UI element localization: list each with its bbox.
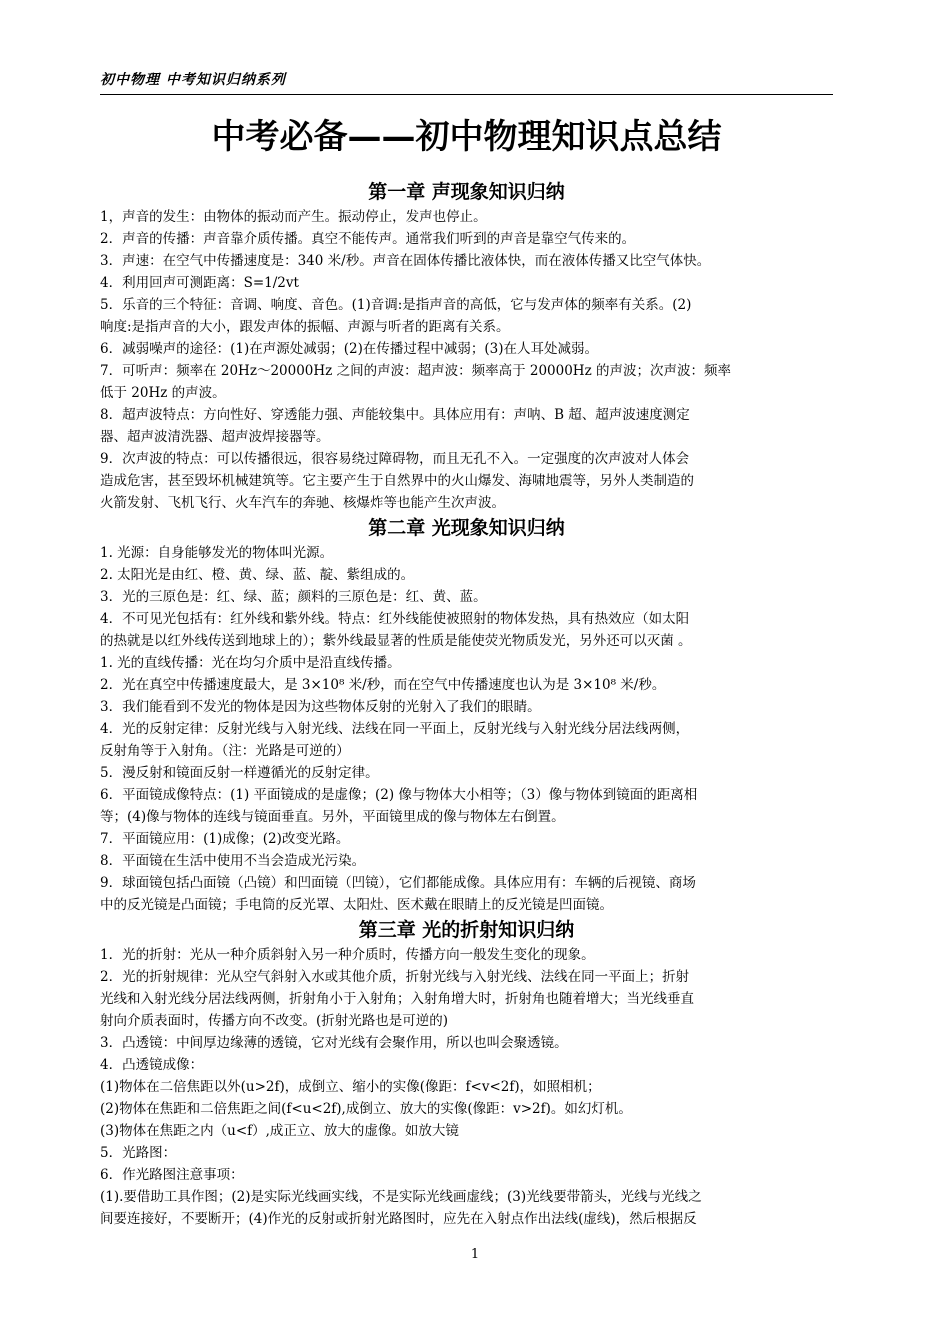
text-line: 2．光在真空中传播速度最大，是 3×10⁸ 米/秒，而在空气中传播速度也认为是 3×10⁸ 米/秒。 bbox=[100, 677, 666, 693]
text-line: 等；(4)像与物体的连线与镜面垂直。另外，平面镜里成的像与物体左右倒置。 bbox=[100, 809, 565, 825]
text-line: 2. 太阳光是由红、橙、黄、绿、蓝、靛、紫组成的。 bbox=[100, 567, 415, 583]
text-line: 火箭发射、飞机飞行、火车汽车的奔驰、核爆炸等也能产生次声波。 bbox=[100, 495, 505, 511]
text-line: 反射角等于入射角。（注：光路是可逆的） bbox=[100, 743, 350, 759]
text-line: 6．减弱噪声的途径：(1)在声源处减弱；(2)在传播过程中减弱；(3)在人耳处减弱。 bbox=[100, 341, 598, 357]
text-line: (3)物体在焦距之内（u<f）,成正立、放大的虚像。如放大镜 bbox=[100, 1123, 459, 1139]
chapter-2-title: 第二章 光现象知识归纳 bbox=[368, 517, 565, 539]
text-line: (1)物体在二倍焦距以外(u>2f)，成倒立、缩小的实像(像距：f<v<2f)，如照相机； bbox=[100, 1079, 601, 1095]
text-line: 3．我们能看到不发光的物体是因为这些物体反射的光射入了我们的眼睛。 bbox=[100, 699, 541, 715]
text-line: (1).要借助工具作图；(2)是实际光线画实线，不是实际光线画虚线；(3)光线要带箭头，光线与光线之 bbox=[100, 1189, 702, 1205]
text-line: 1. 光源：自身能够发光的物体叫光源。 bbox=[100, 545, 334, 561]
text-line: 射向介质表面时，传播方向不改变。(折射光路也是可逆的) bbox=[100, 1013, 449, 1029]
text-line: 9．球面镜包括凸面镜（凸镜）和凹面镜（凹镜），它们都能成像。具体应用有：车辆的后视镜、商场 bbox=[100, 875, 696, 891]
text-line: 中的反光镜是凸面镜；手电筒的反光罩、太阳灶、医术戴在眼睛上的反光镜是凹面镜。 bbox=[100, 897, 613, 913]
chapter-1-title: 第一章 声现象知识归纳 bbox=[368, 181, 565, 203]
text-line: 低于 20Hz 的声波。 bbox=[100, 385, 226, 401]
text-line: 器、超声波清洗器、超声波焊接器等。 bbox=[100, 429, 330, 445]
text-line: 光线和入射光线分居法线两侧，折射角小于入射角；入射角增大时，折射角也随着增大；当光线垂直 bbox=[100, 991, 694, 1007]
text-line: 响度:是指声音的大小，跟发声体的振幅、声源与听者的距离有关系。 bbox=[100, 319, 510, 335]
text-line: 1. 光的直线传播：光在均匀介质中是沿直线传播。 bbox=[100, 655, 401, 671]
document-title: 中考必备——初中物理知识点总结 bbox=[211, 117, 722, 157]
text-line: 3．光的三原色是：红、绿、蓝；颜料的三原色是：红、黄、蓝。 bbox=[100, 589, 487, 605]
text-line: 4．利用回声可测距离：S=1/2vt bbox=[100, 275, 299, 291]
text-line: 2．声音的传播：声音靠介质传播。真空不能传声。通常我们听到的声音是靠空气传来的。 bbox=[100, 231, 636, 247]
chapter-3-title: 第三章 光的折射知识归纳 bbox=[358, 919, 575, 941]
chapter-3 bbox=[100, 916, 833, 1230]
text-line: 1，声音的发生：由物体的振动而产生。振动停止，发声也停止。 bbox=[100, 209, 487, 225]
text-line: 间要连接好，不要断开；(4)作光的反射或折射光路图时，应先在入射点作出法线(虚线)，然后根据反 bbox=[100, 1211, 697, 1227]
text-line: 3．声速：在空气中传播速度是：340 米/秒。声音在固体传播比液体快，而在液体传播又比空气体快。 bbox=[100, 253, 711, 269]
chapter-1 bbox=[100, 178, 833, 514]
page-number: 1 bbox=[470, 1247, 480, 1262]
text-line: 4．不可见光包括有：红外线和紫外线。特点：红外线能使被照射的物体发热，具有热效应（如太阳 bbox=[100, 611, 690, 627]
text-line: (2)物体在焦距和二倍焦距之间(f<u<2f),成倒立、放大的实像(像距：v>2f)。如幻灯机。 bbox=[100, 1101, 632, 1117]
text-line: 5．乐音的三个特征：音调、响度、音色。(1)音调:是指声音的高低，它与发声体的频率有关系。(2) bbox=[100, 297, 692, 313]
document-body bbox=[100, 178, 833, 1230]
text-line: 6．平面镜成像特点：(1) 平面镜成的是虚像；(2) 像与物体大小相等；（3）像与物体到镜面的距离相 bbox=[100, 787, 698, 803]
text-line: 5．漫反射和镜面反射一样遵循光的反射定律。 bbox=[100, 765, 379, 781]
text-line: 6．作光路图注意事项： bbox=[100, 1167, 244, 1183]
text-line: 9．次声波的特点：可以传播很远，很容易绕过障碍物，而且无孔不入。一定强度的次声波对人体会 bbox=[100, 451, 690, 467]
text-line: 的热就是以红外线传送到地球上的）；紫外线最显著的性质是能使荧光物质发光，另外还可以灭菌 。 bbox=[100, 633, 692, 649]
header-divider bbox=[100, 94, 833, 95]
text-line: 造成危害，甚至毁坏机械建筑等。它主要产生于自然界中的火山爆发、海啸地震等，另外人类制造的 bbox=[100, 473, 694, 489]
text-line: 4．凸透镜成像： bbox=[100, 1057, 204, 1073]
text-line: 2．光的折射规律：光从空气斜射入水或其他介质，折射光线与入射光线、法线在同一平面上；折射 bbox=[100, 969, 690, 985]
text-line: 8．平面镜在生活中使用不当会造成光污染。 bbox=[100, 853, 366, 869]
chapter-2 bbox=[100, 514, 833, 916]
running-header: 初中物理 中考知识归纳系列 bbox=[100, 72, 286, 88]
text-line: 7．平面镜应用：(1)成像；(2)改变光路。 bbox=[100, 831, 350, 847]
text-line: 3．凸透镜：中间厚边缘薄的透镜，它对光线有会聚作用，所以也叫会聚透镜。 bbox=[100, 1035, 568, 1051]
text-line: 8．超声波特点：方向性好、穿透能力强、声能较集中。具体应用有：声呐、B 超、超声波速度测定 bbox=[100, 407, 690, 423]
text-line: 5．光路图： bbox=[100, 1145, 177, 1161]
text-line: 1．光的折射：光从一种介质斜射入另一种介质时，传播方向一般发生变化的现象。 bbox=[100, 947, 595, 963]
text-line: 4．光的反射定律：反射光线与入射光线、法线在同一平面上，反射光线与入射光线分居法线两侧， bbox=[100, 721, 690, 737]
text-line: 7．可听声：频率在 20Hz～20000Hz 之间的声波：超声波：频率高于 20000Hz 的声波；次声波：频率 bbox=[100, 363, 731, 379]
